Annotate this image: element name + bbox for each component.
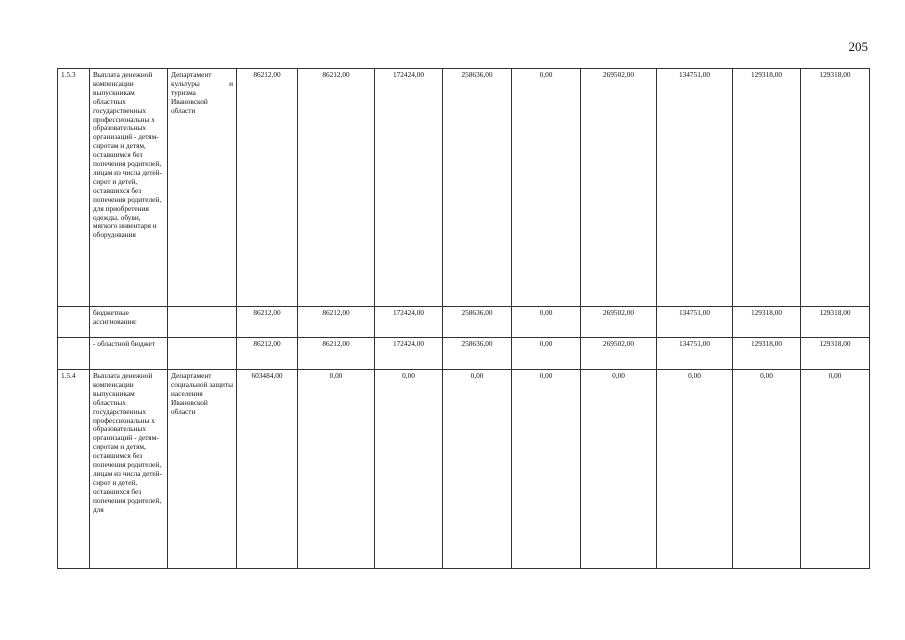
measure-description: Выплата денежной компенсации выпускникам областных государственных профессиональны х образовательных организаций - детям-сиротам и детям, оставшимся без попечения родителей, лицам из числа детей-сирот и детей, оставшихся без попечения родителей, для приобретения одежды, обуви, мягкого инвентаря и оборудования xyxy=(90,69,168,307)
executor-first-line: Департамент xyxy=(171,371,212,380)
measure-description: бюджетные ассигнования: xyxy=(90,307,168,338)
value-cell: 129318,00 xyxy=(801,307,870,338)
value-cell: 172424,00 xyxy=(375,338,443,370)
measure-description: Выплата денежной компенсации выпускникам областных государственных профессиональны х образовательных организаций - детям-сиротам и детям, оставшимся без попечения родителей, лицам из числа детей-сирот и детей, оставшихся без попечения родителей, для xyxy=(90,370,168,569)
value-cell: 86212,00 xyxy=(237,69,298,307)
value-cell: 134751,00 xyxy=(657,307,733,338)
value-cell: 86212,00 xyxy=(237,307,298,338)
value-cell: 0,00 xyxy=(443,370,512,569)
value-cell: 0,00 xyxy=(733,370,801,569)
table-row xyxy=(58,69,870,307)
executor-cell xyxy=(168,338,237,370)
executor-rest: туризма Ивановской области xyxy=(171,87,208,115)
row-index: 1.5.4 xyxy=(58,370,90,569)
value-cell: 134751,00 xyxy=(657,338,733,370)
value-cell: 269502,00 xyxy=(581,307,657,338)
measure-description: - областной бюджет xyxy=(90,338,168,370)
value-cell: 269502,00 xyxy=(581,338,657,370)
value-cell: 134751,00 xyxy=(657,69,733,307)
row-index xyxy=(58,338,90,370)
value-cell: 269502,00 xyxy=(581,69,657,307)
value-cell: 0,00 xyxy=(375,370,443,569)
value-cell: 258636,00 xyxy=(443,69,512,307)
executor-rest: социальной защиты населения Ивановской области xyxy=(171,379,233,416)
executor-first-line: Департамент культуры и xyxy=(171,70,233,88)
value-cell: 0,00 xyxy=(512,338,581,370)
value-cell: 129318,00 xyxy=(733,338,801,370)
value-cell: 0,00 xyxy=(581,370,657,569)
value-cell: 0,00 xyxy=(801,370,870,569)
executor-cell xyxy=(168,370,237,569)
value-cell: 0,00 xyxy=(512,69,581,307)
value-cell: 172424,00 xyxy=(375,307,443,338)
value-cell: 0,00 xyxy=(298,370,375,569)
value-cell: 86212,00 xyxy=(237,338,298,370)
table-row xyxy=(58,307,870,338)
value-cell: 129318,00 xyxy=(801,338,870,370)
value-cell: 86212,00 xyxy=(298,338,375,370)
value-cell: 258636,00 xyxy=(443,307,512,338)
executor-cell xyxy=(168,69,237,307)
budget-table xyxy=(57,68,870,569)
value-cell: 172424,00 xyxy=(375,69,443,307)
value-cell: 0,00 xyxy=(657,370,733,569)
executor-cell xyxy=(168,307,237,338)
value-cell: 129318,00 xyxy=(733,69,801,307)
table-row xyxy=(58,370,870,569)
value-cell: 129318,00 xyxy=(801,69,870,307)
value-cell: 129318,00 xyxy=(733,307,801,338)
value-cell: 603484,00 xyxy=(237,370,298,569)
page-number: 205 xyxy=(848,39,868,54)
value-cell: 86212,00 xyxy=(298,307,375,338)
value-cell: 258636,00 xyxy=(443,338,512,370)
row-index: 1.5.3 xyxy=(58,69,90,307)
table-row xyxy=(58,338,870,370)
value-cell: 0,00 xyxy=(512,307,581,338)
value-cell: 86212,00 xyxy=(298,69,375,307)
value-cell: 0,00 xyxy=(512,370,581,569)
row-index xyxy=(58,307,90,338)
